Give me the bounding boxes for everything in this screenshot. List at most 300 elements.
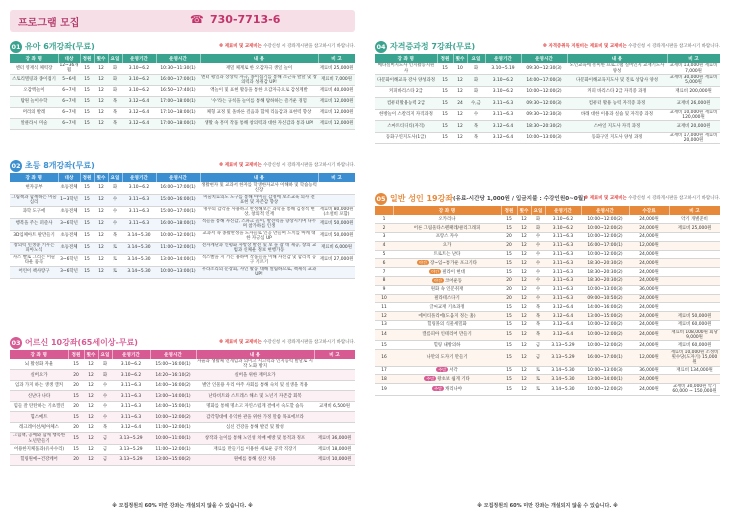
table-cell [669,375,720,384]
telephone-icon: ☎ [190,13,204,26]
table-cell: 15 [80,218,94,230]
elementary-section [10,159,355,279]
table-cell: 수 [531,250,545,259]
table-cell: 3.14~5.30 [122,266,156,278]
table-header-row [375,54,720,63]
table-cell: 3D입체아트 팔만들기 [10,230,58,242]
table-cell: 12 [453,121,467,133]
column-header: 대상 [58,54,80,63]
table-cell: 12 [517,277,531,286]
table-cell: 15 [80,266,94,278]
table-cell: 24,000원 [629,215,669,224]
table-cell: 3.12~6.4 [122,118,156,129]
table-cell: 화 [108,85,122,96]
table-cell: 10 [375,294,393,303]
table-row[interactable] [10,230,355,242]
table-row[interactable] [375,277,720,286]
table-cell: 15 [501,321,517,330]
table-cell: 12 [517,341,531,350]
table-cell [393,375,501,384]
table-row[interactable] [375,285,720,294]
table-cell: 16:00~17:00(1) [581,241,629,250]
table-row[interactable] [10,63,355,74]
table-cell: 09:30~12:00(3) [521,98,567,110]
column-header: 운영기간 [122,54,156,63]
table-row[interactable] [375,233,720,242]
table-row[interactable] [375,259,720,268]
table-row[interactable] [375,98,720,110]
table-cell: 17:00~18:00(1) [156,96,200,107]
table-cell: 15 [68,444,84,455]
table-cell: 생활 속 흥미 작품 통해 창의력과 대한 자신감과 통과 UP! [200,118,318,129]
table-cell: 요가 [393,241,501,250]
table-cell: 15 [501,268,517,277]
table-cell: 10:00~12:00(2) [581,250,629,259]
table-row[interactable] [10,218,355,230]
table-row[interactable] [10,266,355,278]
table-cell: 15 [501,250,517,259]
table-row[interactable] [10,107,355,118]
table-cell: 24,000원 [629,312,669,321]
column-header: 운영기간 [545,206,581,215]
table-cell: 12 [517,384,531,395]
table-cell: 노인교육에 흥미한 프로그램 실버인지 교재기도사 양성 [567,63,667,75]
table-cell: 현자공부 [10,182,58,194]
column-header: 운영시간 [521,54,567,63]
table-cell: 3.11~6.3 [112,401,150,412]
table-cell: 3.11~6.3 [122,206,156,218]
table-cell: 별안 인물용 우리 아주 사회를 통해 숙치 및 실생을 적용 [196,380,314,391]
table-cell: 15 [80,85,94,96]
table-cell: 3.11~6.3 [545,233,581,242]
table-cell: 3.11~6.3 [485,98,521,110]
table-cell: 12 [517,375,531,384]
table-cell: 12,000원 [629,241,669,250]
table-cell: '수'라는 규칙을 놀이를 통해 탐하하는 즐거운 경험 [200,96,318,107]
section-number-badge: 03 [11,339,21,347]
table-cell: 15 [501,303,517,312]
table-cell: 목 [108,118,122,129]
table-cell [314,370,355,381]
table-cell: 3.13~5.29 [112,455,150,466]
column-header: 내 용 [567,54,667,63]
table-cell [669,277,720,286]
table-cell: 20 [68,455,84,466]
table-cell: 힙스메트 [10,412,68,423]
table-cell: 15 [501,366,517,375]
column-header: 비 고 [667,54,720,63]
table-cell [669,259,720,268]
table-cell: 12 [517,224,531,233]
table-cell [314,391,355,402]
table-cell: 13:00~14:00(1) [581,375,629,384]
column-header: 요일 [467,54,485,63]
column-header: 요일 [108,54,122,63]
table-cell: 11:00~12:00(1) [156,242,200,254]
table-cell: 15:00~16:00(1) [156,194,200,206]
table-row[interactable] [375,321,720,330]
section-note-highlight: ※ 재료비 및 교재비는 [219,163,262,168]
table-cell: 엔터 영재식 체력장 [10,63,58,74]
table-cell: 초등전체 [58,206,80,218]
table-row[interactable] [10,370,355,381]
table-row[interactable] [375,241,720,250]
table-cell: 커피 바리스타 2급 자격증 과정 [567,86,667,98]
table-cell: 15 [80,96,94,107]
table-cell: 10:00~13:00(3) [581,366,629,375]
table-row[interactable] [10,96,355,107]
table-cell: 재료비 18,000원 [314,444,355,455]
table-cell [669,285,720,294]
table-cell: 화 [531,224,545,233]
table-cell: 교재비 6,500원 [314,401,355,412]
table-cell: 수 [98,412,112,423]
table-cell: 18:30~20:30(2) [521,121,567,133]
table-cell: 15 [501,312,517,321]
table-row[interactable] [10,380,355,391]
table-cell: 09:30~12:30(3) [521,63,567,75]
table-cell: 재료비 25,000원 [669,224,720,233]
table-cell: 15 [437,121,453,133]
table-cell: 수 [531,268,545,277]
column-header: 강 좌 명 [10,350,68,359]
table-cell: 3~6학년 [58,218,80,230]
table-cell: 3.13~5.29 [545,341,581,350]
program-table [375,206,721,396]
table-cell: 24,000원 [629,268,669,277]
table-cell: 12 [84,412,98,423]
table-cell: 3.12~6.4 [545,303,581,312]
section-heading [375,40,720,54]
table-cell: 3.11~6.3 [122,194,156,206]
table-header-row [375,206,720,215]
table-row[interactable] [375,350,720,367]
table-cell: 13:00~15:00(2) [581,312,629,321]
table-row[interactable] [375,250,720,259]
table-cell: 3.11~6.3 [122,218,156,230]
table-cell: 10:00~12:00(2) [581,233,629,242]
table-cell: 15 [437,63,453,75]
table-cell: 11:00~12:00(1) [150,444,196,455]
table-cell: 재료비 40,000원 [318,85,355,96]
table-cell [669,233,720,242]
table-cell [318,182,355,194]
table-cell: 화 [531,215,545,224]
table-cell: 15 [80,242,94,254]
schedule-tag: 주말 [433,386,443,392]
table-cell: 수 [467,109,485,121]
table-cell: 오카리나 [393,215,501,224]
table-cell: 36,000원 [629,285,669,294]
table-cell: 3.12~6.4 [545,321,581,330]
table-cell: 3~6학년 [58,254,80,266]
column-header: 횟수 [453,54,467,63]
table-cell: 3 [375,233,393,242]
table-cell: 13 [375,321,393,330]
table-cell: 어른 그림울타스펜패레/클리그래피 [393,224,501,233]
table-cell: 3.14~5.30 [545,366,581,375]
table-cell: 초등전체 [58,182,80,194]
table-cell: 화 [108,74,122,85]
column-header: 횟수 [94,173,108,182]
section-note-highlight: ※ 재료비 및 교재비는 [584,196,627,201]
table-cell: 화 [467,86,485,98]
table-row[interactable] [10,455,355,466]
table-cell: 10:00~13:00(1) [156,266,200,278]
table-cell: 18 [375,375,393,384]
table-row[interactable] [375,86,720,98]
table-row[interactable] [375,224,720,233]
table-cell: 12 [94,107,108,118]
table-cell: 12 [94,118,108,129]
table-cell: 3.11~6.3 [545,285,581,294]
table-cell: 16 [375,350,393,367]
table-cell: 5~6세 [58,74,80,85]
table-cell [314,359,355,370]
table-cell: 실버을 위한 재미요가 [196,370,314,381]
table-cell: 12 [84,433,98,444]
table-row[interactable] [375,384,720,395]
table-row[interactable] [375,268,720,277]
section-note-highlight: ※ 재료비 및 교재비는 [219,44,262,49]
table-row[interactable] [375,215,720,224]
table-row[interactable] [10,422,355,433]
table-row[interactable] [10,444,355,455]
column-header: 횟수 [94,54,108,63]
table-cell: 24,000원 [629,277,669,286]
table-cell: 커피바리스타 2급 [375,86,437,98]
table-cell: 3.11~6.3 [545,277,581,286]
table-cell: 10:00~12:00(2) [150,412,196,423]
table-cell: 15 [80,194,94,206]
table-cell: 화 [467,63,485,75]
table-row[interactable] [375,132,720,144]
table-cell: 14:00~16:00(2) [150,380,196,391]
table-row[interactable] [375,294,720,303]
section-note [219,162,355,168]
table-cell: 10:00~12:00(2) [521,86,567,98]
column-header: 비 고 [669,206,720,215]
table-cell: 3.11~6.3 [112,380,150,391]
table-cell: 필라테스다기 [393,294,501,303]
table-cell: 10:00~12:00(2) [581,321,629,330]
table-cell: 교재비 30,000원 재료비 5,000원 [667,75,720,87]
table-cell: 15 [437,109,453,121]
table-cell: 원예를 통해 실산 치유 [196,455,314,466]
right-footer-note: ※ 모집정원의 60% 미만 강좌는 개설되지 않을 수 있습니다. ※ [477,503,618,509]
table-cell: 10:00~12:00(2) [581,329,629,340]
section-note [543,43,720,49]
schedule-tag: 야간 [418,260,428,266]
table-cell: 수 [108,206,122,218]
program-table [10,54,356,130]
table-row[interactable] [10,194,355,206]
table-row[interactable] [375,329,720,340]
table-row[interactable] [375,341,720,350]
table-cell: 미술치료의도 도구를 통해 아이들 감정에 보조교육 의사 전 표현 및 자존감 향상 [200,194,318,206]
column-header: 운영시간 [156,173,200,182]
table-cell: 교재비 10,000원 재료비 120,000원 [667,109,720,121]
table-cell: 12 [517,294,531,303]
section-number-badge: 04 [376,43,386,51]
table-cell: 교재비 26,000원 [667,98,720,110]
table-cell: 3.14~5.30 [122,230,156,242]
table-cell: 6~7세 [58,118,80,129]
table-cell: 12 [94,230,108,242]
table-cell: 14:00~16:00(2) [581,303,629,312]
table-header-row [10,350,355,359]
table-cell: 10:00~12:00(2) [581,341,629,350]
table-cell: 9 [375,285,393,294]
table-cell: 12 [517,329,531,340]
column-header: 내 용 [200,54,318,63]
table-cell: 3.10~6.2 [122,74,156,85]
table-row[interactable] [10,359,355,370]
table-cell: 12 [517,233,531,242]
table-cell: 12 [517,241,531,250]
table-row[interactable] [10,85,355,96]
table-cell: 3.10~6.2 [112,370,150,381]
table-row[interactable] [10,401,355,412]
table-header-row [10,54,355,63]
table-cell: 창의력 민생중 키우는 피아노식 [10,242,58,254]
section-note [219,43,355,49]
table-cell: 16:50~17:40(1) [156,85,200,96]
program-table [10,350,356,466]
table-row[interactable] [375,312,720,321]
table-cell: 명수의 감각을 사용하고 완성해보는 과학을 통해 김정적 현상, 창의적 인재 [200,206,318,218]
table-cell: 24,000원 [629,341,669,350]
table-row[interactable] [375,109,720,121]
table-cell: 금 [98,433,112,444]
table-row[interactable] [10,182,355,194]
table-cell: 15:00~16:00(1) [150,359,196,370]
table-cell: 15 [80,118,94,129]
table-cell: 수 [531,241,545,250]
table-cell: 09:00~10:50(2) [581,294,629,303]
table-cell: 초등전체 [58,242,80,254]
header-phone[interactable]: 730-7713-6 [210,13,281,26]
table-cell: 재료를 만들기를 이용한 새로운 공작 직장기 [196,444,314,455]
table-cell: 13:00~14:00(1) [156,254,200,266]
table-cell: 동화구연 지도사 양성 과정 [567,132,667,144]
table-row[interactable] [375,303,720,312]
table-cell: 3.14~5.30 [545,384,581,395]
table-row[interactable] [10,433,355,444]
table-cell: 수 [108,194,122,206]
table-row[interactable] [10,206,355,218]
table-cell: 09:30~12:30(3) [521,109,567,121]
table-row[interactable] [10,118,355,129]
table-cell: 금 [531,341,545,350]
section-title: 일반 성인 19강좌 [390,194,454,203]
table-cell: 12 [94,266,108,278]
table-cell: 목 [531,312,545,321]
table-cell: 체형 교정 및 올바른 걸음과 함께 리듬감과 표현력 향상 [200,107,318,118]
table-cell: 15 [68,391,84,402]
table-cell: 10 [453,63,467,75]
column-header: 운영기간 [485,54,521,63]
table-cell: 창작과 놀이를 통해 노인성 치매 예방 및 통적과 정포 [196,433,314,444]
table-row[interactable] [10,412,355,423]
section-heading [10,336,355,350]
schedule-tag: 야간 [433,277,443,283]
table-cell [669,250,720,259]
table-cell: 12 [94,182,108,194]
course-name: 서각 [449,368,458,374]
column-header: 강 좌 명 [10,173,58,182]
table-cell: 18:30~20:30(2) [581,277,629,286]
table-cell: 초등전체 [58,230,80,242]
column-header: 요일 [98,350,112,359]
table-cell [393,384,501,395]
table-row[interactable] [375,75,720,87]
table-cell [669,268,720,277]
table-row[interactable] [375,366,720,375]
table-cell: 3.11~6.3 [485,109,521,121]
table-row[interactable] [10,254,355,266]
table-cell: 재료비 50,000원 [669,312,720,321]
table-cell: 나만의 도자기 만들기 [393,350,501,367]
table-cell: 15 [80,206,94,218]
section-note [219,339,355,345]
table-cell: 15 [501,215,517,224]
table-cell: 힐링 내방의하 [393,341,501,350]
table-cell: 12 [84,380,98,391]
table-row[interactable] [375,375,720,384]
table-cell: 재료비 50,000원 [318,218,355,230]
table-cell: 목 [108,107,122,118]
table-cell: 과학 도구에 [10,206,58,218]
table-cell: 12 [94,194,108,206]
table-cell: 12 [453,132,467,144]
table-cell: 3.11~6.3 [112,391,150,402]
table-cell: 15 [501,384,517,395]
table-row[interactable] [375,63,720,75]
table-cell: 수,금 [467,98,485,110]
table-cell: 프랑스 자수 [393,233,501,242]
column-header: 횟수 [517,206,531,215]
table-cell: 12 [84,401,98,412]
table-cell: 뇌 활성화 자율 [10,359,68,370]
column-header: 내 용 [196,350,314,359]
table-cell: 3.12~6.4 [122,96,156,107]
course-name: 장~임~통가운 포크기타 [430,261,478,267]
table-cell: 14 [375,329,393,340]
table-cell: 15 [80,74,94,85]
table-cell: 악기 개별준비 [669,215,720,224]
table-row[interactable] [10,74,355,85]
table-row[interactable] [10,242,355,254]
table-cell: 8 [375,277,393,286]
table-row[interactable] [375,121,720,133]
table-cell [669,241,720,250]
table-cell: 6~7세 [58,96,80,107]
table-row[interactable] [10,391,355,402]
table-cell: 12 [517,321,531,330]
table-cell: 재료비 80,000원 (소설비 포함) [319,206,354,217]
table-cell: 화 [108,182,122,194]
table-cell: 6~7세 [58,85,80,96]
course-name: 캐리나야 [445,387,463,393]
section-note-highlight: ※ 재료비 및 교재비는 [219,340,262,345]
table-cell: 재료비 60,000원 [669,341,720,350]
table-cell: 재밀 체계로 한 오감자극 생일 놀이 [200,63,318,74]
table-cell: 20 [501,241,517,250]
table-cell: 난타비트와 스트레스 해소 및 노년기 자존감 회복 [196,391,314,402]
table-cell: 12 [517,215,531,224]
column-header: 비 고 [314,350,355,359]
